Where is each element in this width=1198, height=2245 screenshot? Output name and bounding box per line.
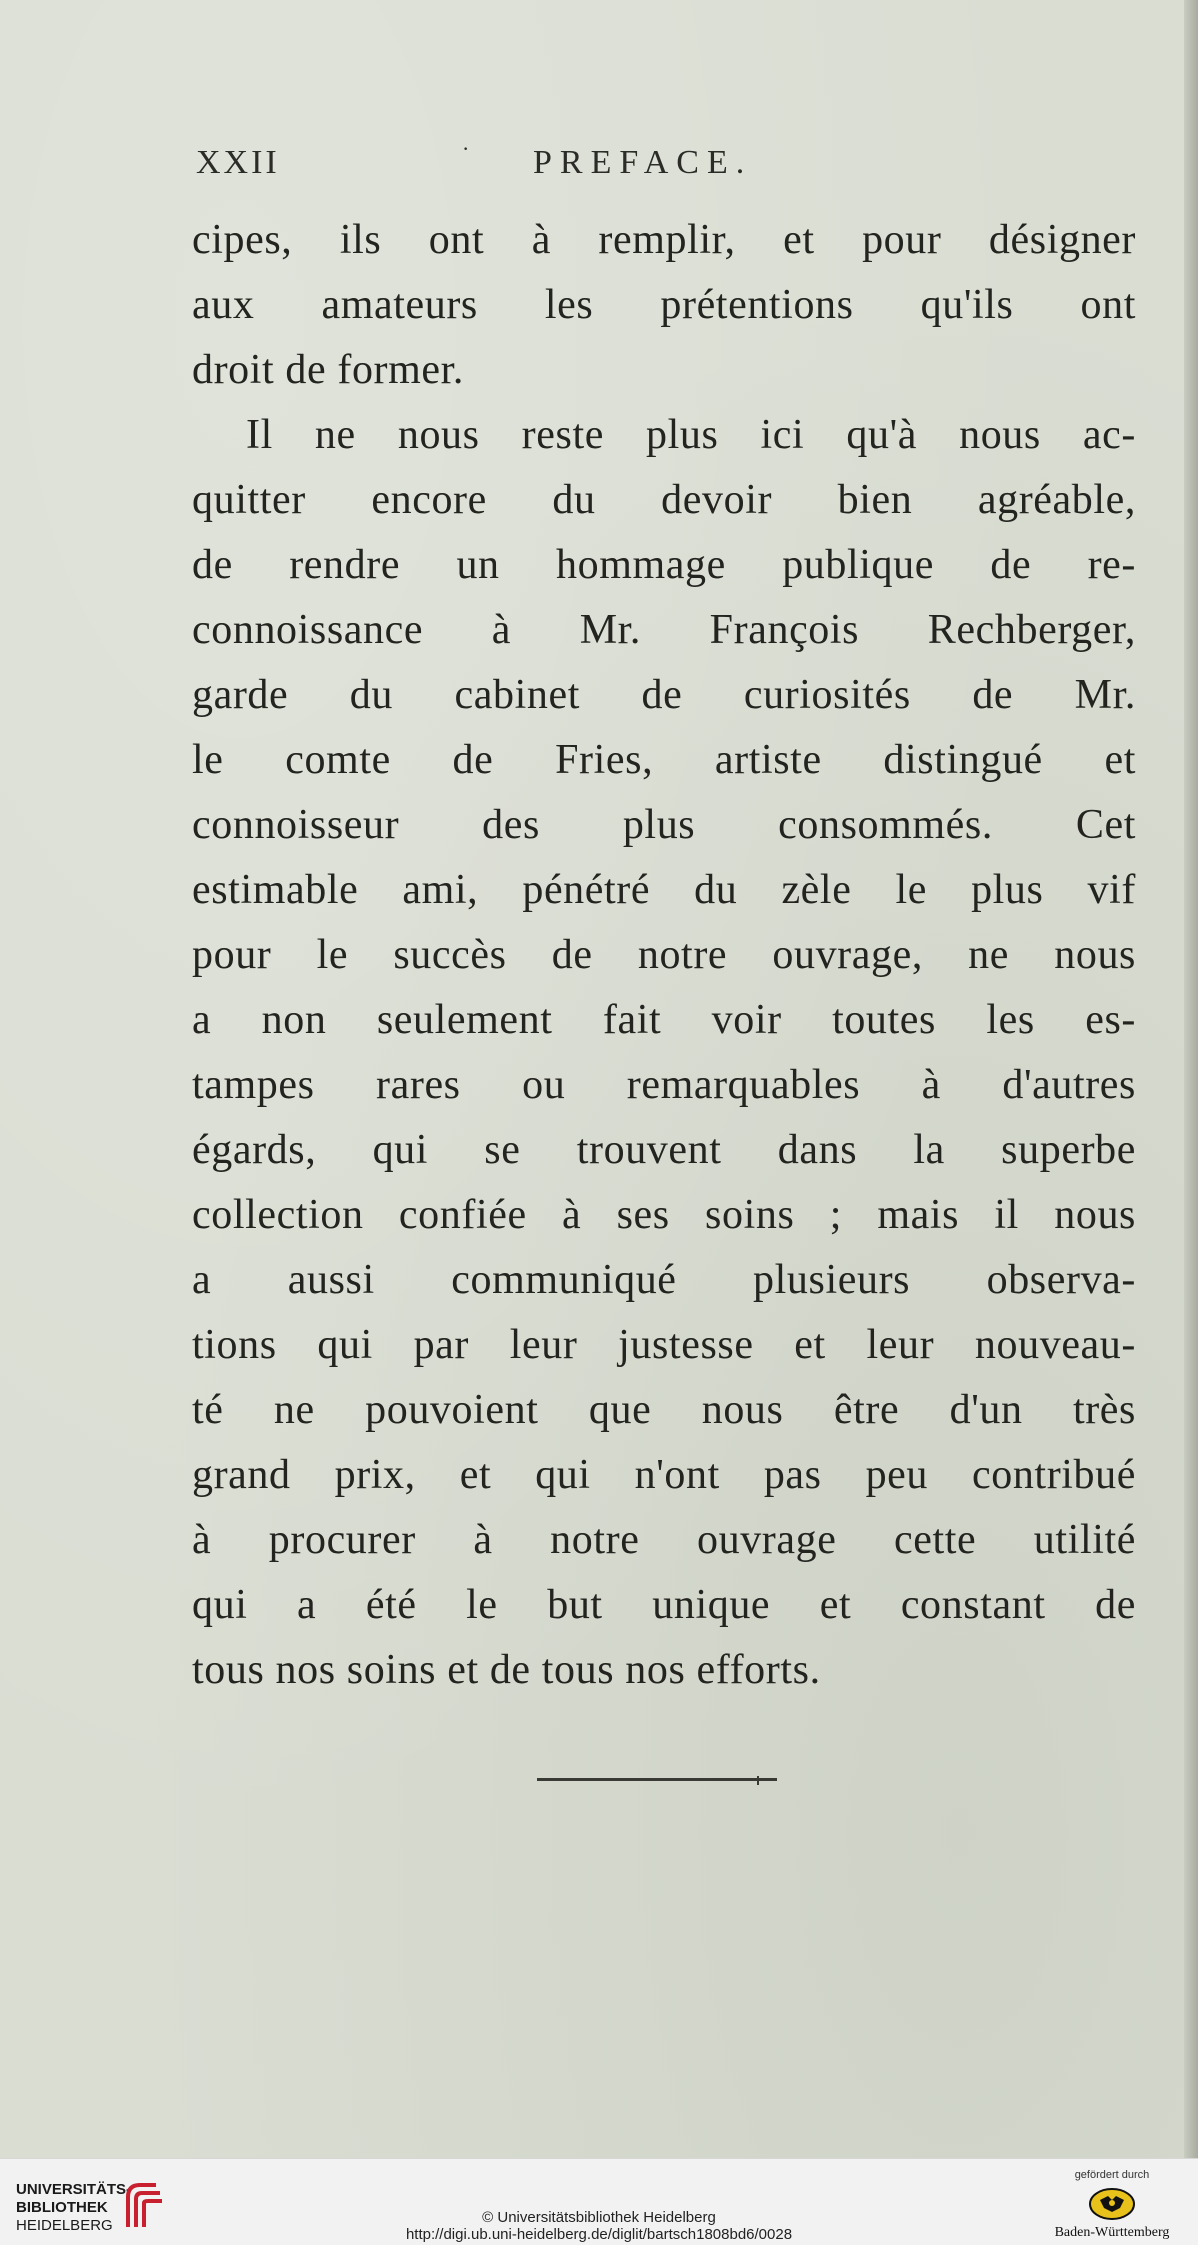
text-line: tions qui par leur justesse et leur nouveau- [192, 1322, 1136, 1368]
text-line: grand prix, et qui n'ont pas peu contribué [192, 1452, 1136, 1498]
text-line: aux amateurs les prétentions qu'ils ont [192, 282, 1136, 328]
viewer-footer [0, 2158, 1198, 2245]
body-text [192, 208, 1136, 1703]
library-name-line1: UNIVERSITÄTS- [16, 2181, 132, 2198]
text-line: estimable ami, pénétré du zèle le plus vif [192, 867, 1136, 913]
text-line: tampes rares ou remarquables à d'autres [192, 1062, 1136, 1108]
text-line: a non seulement fait voir toutes les es- [192, 997, 1136, 1043]
text-line: a aussi communiqué plusieurs observa- [192, 1257, 1136, 1303]
running-title: PREFACE. [533, 144, 753, 181]
text-line: égards, qui se trouvent dans la superbe [192, 1127, 1136, 1173]
sponsor-label: gefördert durch [1074, 2169, 1150, 2181]
head-separator: · [462, 136, 473, 161]
page-folio: XXII [196, 144, 280, 181]
sponsor-block [1042, 2169, 1182, 2241]
text-line: Il ne nous reste plus ici qu'à nous ac- [246, 412, 1136, 458]
baden-wuerttemberg-seal-icon [1088, 2187, 1136, 2221]
library-name-line2: BIBLIOTHEK [16, 2199, 108, 2216]
text-line: connoissance à Mr. François Rechberger, [192, 607, 1136, 653]
text-line: té ne pouvoient que nous être d'un très [192, 1387, 1136, 1433]
text-line: tous nos soins et de tous nos efforts. [192, 1647, 821, 1693]
sponsor-name: Baden-Württemberg [1054, 2225, 1170, 2240]
running-head [196, 136, 956, 194]
text-line: quitter encore du devoir bien agréable, [192, 477, 1136, 523]
text-line: qui a été le but unique et constant de [192, 1582, 1136, 1628]
text-line: pour le succès de notre ouvrage, ne nous [192, 932, 1136, 978]
closing-rule [537, 1778, 777, 1781]
page-edge [1184, 0, 1198, 2158]
text-line: collection confiée à ses soins ; mais il nous [192, 1192, 1136, 1238]
text-line: à procurer à notre ouvrage cette utilité [192, 1517, 1136, 1563]
text-line: garde du cabinet de curiosités de Mr. [192, 672, 1136, 718]
text-line: connoisseur des plus consommés. Cet [192, 802, 1136, 848]
text-line: droit de former. [192, 347, 465, 393]
library-name-line3: HEIDELBERG [16, 2217, 113, 2234]
text-line: de rendre un hommage publique de re- [192, 542, 1136, 588]
text-line: le comte de Fries, artiste distingué et [192, 737, 1136, 783]
text-line: cipes, ils ont à remplir, et pour désigner [192, 217, 1136, 263]
permalink[interactable]: http://digi.ub.uni-heidelberg.de/diglit/bartsch1808bd6/0028 [405, 2226, 793, 2243]
copyright-text: © Universitätsbibliothek Heidelberg [482, 2209, 716, 2226]
copyright-notice [0, 2209, 1198, 2243]
